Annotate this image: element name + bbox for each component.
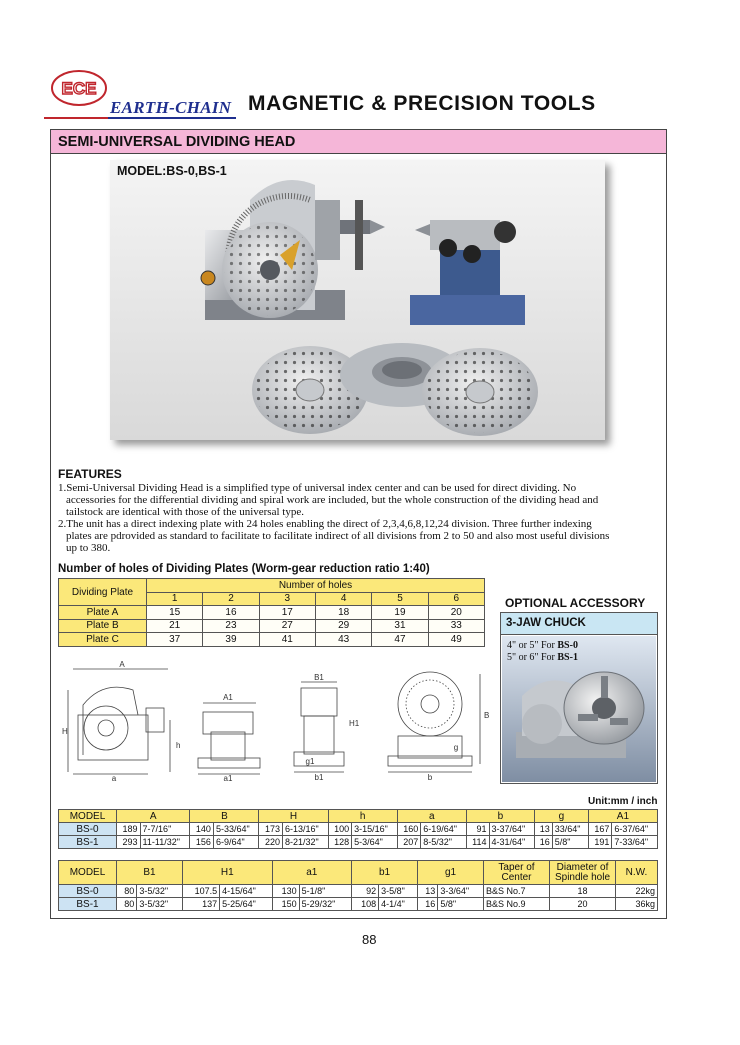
table-cell: 49 — [428, 633, 484, 647]
dividing-plates-table — [58, 578, 485, 647]
table-cell: 18 — [315, 606, 371, 620]
inch-cell: 6-37/64" — [612, 823, 658, 836]
accessory-note-bs1 — [507, 652, 578, 663]
mm-cell: 128 — [328, 836, 352, 849]
inch-cell: 5/8" — [552, 836, 588, 849]
table-cell: 31 — [372, 619, 428, 633]
mm-cell: 140 — [190, 823, 214, 836]
plates-corner-header: Dividing Plate — [59, 579, 147, 606]
table-header: h — [328, 810, 397, 823]
plates-group-header: Number of holes — [147, 579, 485, 593]
inch-cell: 8-21/32" — [283, 836, 329, 849]
dim-label-B: B — [484, 711, 490, 720]
plate-name: Plate B — [59, 619, 147, 633]
mm-cell: 220 — [259, 836, 283, 849]
mm-cell: 114 — [466, 836, 489, 849]
table-header: Taper of Center — [484, 861, 550, 885]
section-title: SEMI-UNIVERSAL DIVIDING HEAD — [58, 134, 296, 150]
inch-cell: 7-7/16" — [140, 823, 190, 836]
net-weight-cell: 36kg — [616, 898, 658, 911]
table-row — [59, 885, 658, 898]
table-cell: 33 — [428, 619, 484, 633]
mm-cell: 16 — [535, 836, 553, 849]
plate-name: Plate C — [59, 633, 147, 647]
inch-cell: 6-13/16" — [283, 823, 329, 836]
mm-cell: 80 — [117, 898, 137, 911]
inch-cell: 4-31/64" — [489, 836, 535, 849]
inch-cell: 5/8" — [438, 898, 484, 911]
mm-cell: 100 — [328, 823, 352, 836]
brand-underline — [108, 117, 236, 119]
plates-column-header: 1 — [147, 592, 203, 606]
net-weight-cell: 22kg — [616, 885, 658, 898]
table-cell: 43 — [315, 633, 371, 647]
mm-cell: 80 — [117, 885, 137, 898]
features-heading: FEATURES — [58, 467, 122, 481]
inch-cell: 3-15/16" — [352, 823, 398, 836]
feature-item-1 — [58, 482, 654, 518]
company-logo — [50, 68, 108, 108]
feature-line: 2.The unit has a direct indexing plate with 24 holes enabling the direct of 2,3,4,6,8,12,24 division. Three further indexing — [58, 518, 592, 530]
inch-cell: 3-3/64" — [438, 885, 484, 898]
inch-cell: 7-33/64" — [612, 836, 658, 849]
plates-column-header: 6 — [428, 592, 484, 606]
dim-label-g: g — [453, 743, 459, 752]
dim-label-H: H — [62, 727, 68, 736]
brand-name: EARTH-CHAIN — [110, 98, 232, 117]
mm-cell: 207 — [397, 836, 421, 849]
plates-column-header: 3 — [259, 592, 315, 606]
accessory-note-bs0 — [507, 640, 578, 651]
table-header: B — [190, 810, 259, 823]
model-cell: BS-0 — [59, 885, 117, 898]
feature-line: accessories for the differential dividing and spiral work are included, but the whole construction of the dividing head and — [66, 494, 599, 507]
mm-cell: 173 — [259, 823, 283, 836]
spindle-hole-cell: 20 — [550, 898, 616, 911]
model-label: MODEL:BS-0,BS-1 — [117, 164, 227, 178]
inch-cell: 3-5/8" — [379, 885, 418, 898]
mm-cell: 92 — [352, 885, 379, 898]
table-row — [59, 619, 485, 633]
dimensions-table-2 — [58, 860, 658, 911]
table-header: N.W. — [616, 861, 658, 885]
table-cell: 41 — [259, 633, 315, 647]
table-row — [59, 633, 485, 647]
inch-cell: 3-5/32" — [137, 885, 183, 898]
mm-cell: 189 — [117, 823, 141, 836]
inch-cell: 4-15/64" — [220, 885, 272, 898]
table-header: A1 — [588, 810, 657, 823]
inch-cell: 8-5/32" — [421, 836, 467, 849]
table-header: Diameter of Spindle hole — [550, 861, 616, 885]
inch-cell: 33/64" — [552, 823, 588, 836]
taper-cell: B&S No.9 — [484, 898, 550, 911]
table-header-row — [59, 861, 658, 885]
inch-cell: 6-19/64" — [421, 823, 467, 836]
table-row — [59, 836, 658, 849]
mm-cell: 130 — [272, 885, 299, 898]
dim-label-B1: B1 — [314, 673, 324, 682]
mm-cell: 107.5 — [182, 885, 219, 898]
optional-accessory-heading: OPTIONAL ACCESSORY — [505, 596, 646, 610]
dim-label-g1: g1 — [305, 757, 315, 766]
dimension-drawing — [58, 660, 490, 782]
plates-table-title: Number of holes of Dividing Plates (Worm-gear reduction ratio 1:40) — [58, 563, 430, 575]
table-cell: 20 — [428, 606, 484, 620]
table-header: g1 — [418, 861, 484, 885]
table-cell: 21 — [147, 619, 203, 633]
inch-cell: 11-11/32" — [140, 836, 190, 849]
table-header: A — [117, 810, 190, 823]
inch-cell: 5-29/32" — [299, 898, 351, 911]
page-number: 88 — [362, 932, 377, 947]
table-header: H1 — [182, 861, 272, 885]
unit-label: Unit:mm / inch — [588, 796, 658, 807]
inch-cell: 6-9/64" — [213, 836, 259, 849]
table-row — [59, 606, 485, 620]
dimensions-table-1 — [58, 809, 658, 849]
inch-cell: 5-25/64" — [220, 898, 272, 911]
table-cell: 23 — [203, 619, 259, 633]
feature-item-2 — [58, 518, 654, 554]
accessory-name: 3-JAW CHUCK — [506, 617, 586, 629]
table-header: a1 — [272, 861, 352, 885]
inch-cell: 5-1/8" — [299, 885, 351, 898]
mm-cell: 293 — [117, 836, 141, 849]
table-header: a — [397, 810, 466, 823]
mm-cell: 91 — [466, 823, 489, 836]
table-cell: 39 — [203, 633, 259, 647]
inch-cell: 5-33/64" — [213, 823, 259, 836]
plates-column-header: 4 — [315, 592, 371, 606]
logo-text: ECE — [61, 79, 97, 98]
accessory-note-model: BS-1 — [557, 652, 578, 663]
mm-cell: 13 — [418, 885, 438, 898]
product-photo — [110, 160, 605, 440]
mm-cell: 160 — [397, 823, 421, 836]
table-cell: 19 — [372, 606, 428, 620]
table-cell: 29 — [315, 619, 371, 633]
table-header: b — [466, 810, 534, 823]
dim-label-b1: b1 — [314, 773, 324, 782]
table-cell: 37 — [147, 633, 203, 647]
dim-label-H1: H1 — [349, 719, 360, 728]
table-row — [59, 898, 658, 911]
inch-cell: 3-37/64" — [489, 823, 535, 836]
accessory-note-text: 5" or 6" For — [507, 652, 558, 663]
dim-label-A1: A1 — [223, 693, 233, 702]
spindle-hole-cell: 18 — [550, 885, 616, 898]
plate-name: Plate A — [59, 606, 147, 620]
table-header-row — [59, 810, 658, 823]
feature-line: up to 380. — [66, 542, 111, 555]
table-header: b1 — [352, 861, 418, 885]
accessory-note-text: 4" or 5" For — [507, 640, 558, 651]
mm-cell: 13 — [535, 823, 553, 836]
inch-cell: 4-1/4" — [379, 898, 418, 911]
plates-column-header: 2 — [203, 592, 259, 606]
table-header: MODEL — [59, 810, 117, 823]
mm-cell: 167 — [588, 823, 612, 836]
table-cell: 27 — [259, 619, 315, 633]
mm-cell: 108 — [352, 898, 379, 911]
mm-cell: 150 — [272, 898, 299, 911]
mm-cell: 191 — [588, 836, 612, 849]
feature-line: plates are pdrovided as standard to facilitate to facilitate indirect of all divisions from 2 to 50 and also most useful divisions — [66, 530, 610, 543]
dim-label-a1: a1 — [223, 774, 233, 782]
model-cell: BS-0 — [59, 823, 117, 836]
mm-cell: 16 — [418, 898, 438, 911]
table-cell: 47 — [372, 633, 428, 647]
table-header: H — [259, 810, 328, 823]
inch-cell: 3-5/32" — [137, 898, 183, 911]
brand-red-line — [44, 117, 108, 119]
dim-label-b: b — [427, 773, 433, 782]
feature-line: 1.Semi-Universal Dividing Head is a simplified type of universal index center and can be used for direct dividing. No — [58, 482, 577, 494]
table-cell: 15 — [147, 606, 203, 620]
model-cell: BS-1 — [59, 836, 117, 849]
dim-label-h: h — [176, 741, 181, 750]
table-cell: 17 — [259, 606, 315, 620]
inch-cell: 5-3/64" — [352, 836, 398, 849]
dim-label-A: A — [119, 660, 125, 669]
feature-line: tailstock are identical with those of the universal type. — [66, 506, 304, 519]
page-header-title: MAGNETIC & PRECISION TOOLS — [248, 92, 596, 115]
dim-label-a: a — [111, 774, 117, 782]
table-header: MODEL — [59, 861, 117, 885]
taper-cell: B&S No.7 — [484, 885, 550, 898]
mm-cell: 156 — [190, 836, 214, 849]
mm-cell: 137 — [182, 898, 219, 911]
accessory-note-model: BS-0 — [557, 640, 578, 651]
table-row — [59, 823, 658, 836]
table-header: g — [535, 810, 589, 823]
model-cell: BS-1 — [59, 898, 117, 911]
table-cell: 16 — [203, 606, 259, 620]
plates-column-header: 5 — [372, 592, 428, 606]
table-header: B1 — [117, 861, 183, 885]
